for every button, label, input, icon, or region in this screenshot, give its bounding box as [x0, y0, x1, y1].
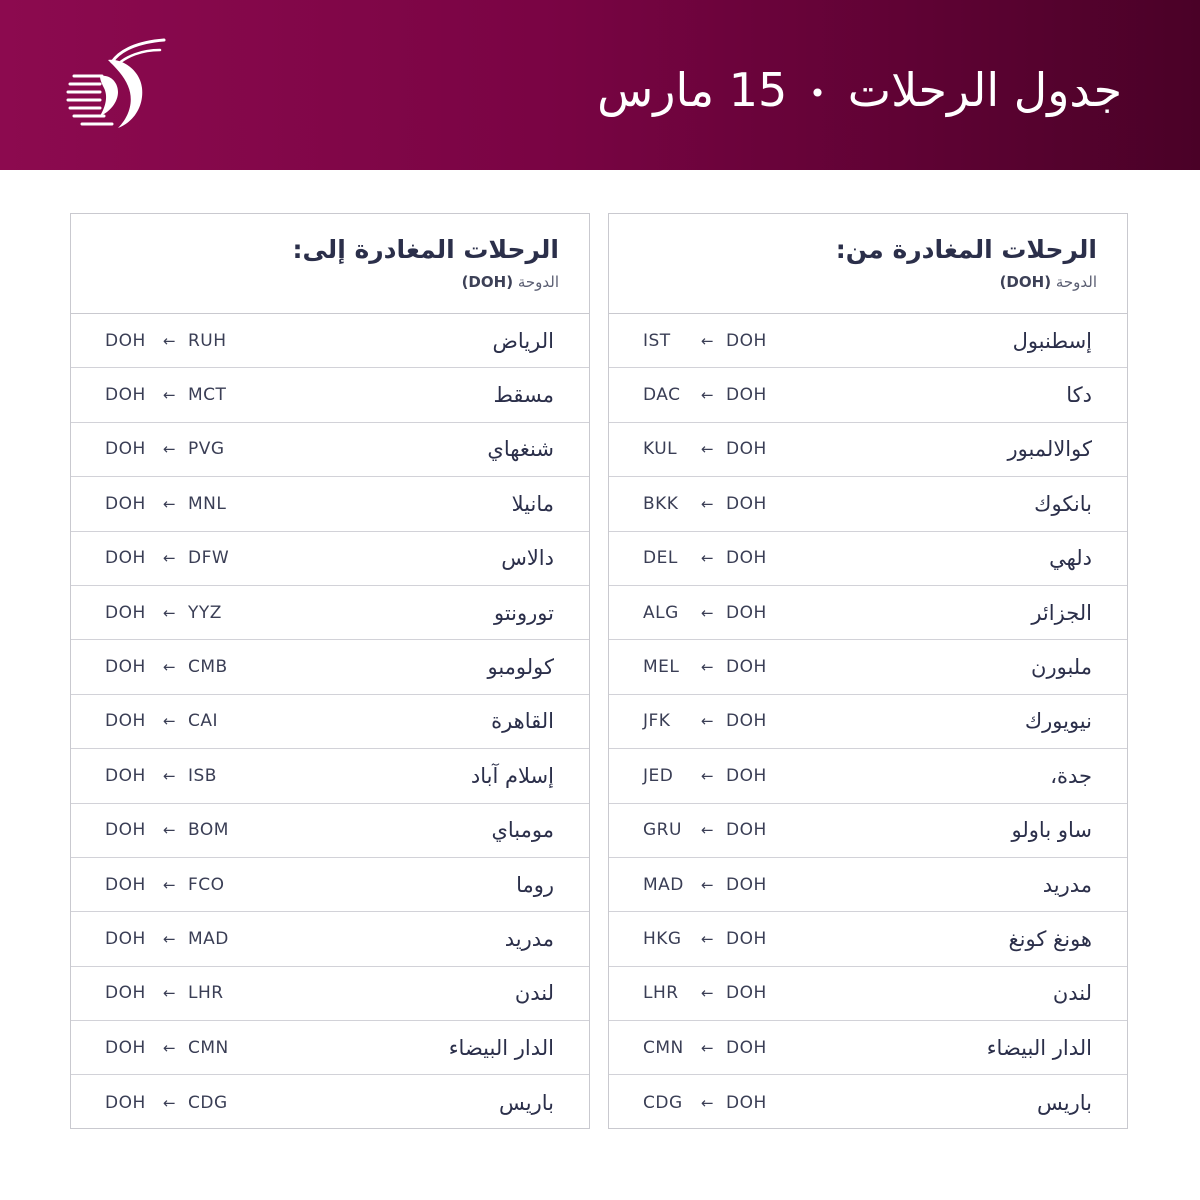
- title-main: جدول الرحلات: [847, 63, 1122, 117]
- city-name: باريس: [1036, 1090, 1092, 1115]
- destination-code: KUL: [643, 439, 678, 460]
- arrow-left-icon: ←: [701, 712, 715, 731]
- city-name: مانيلا: [511, 491, 554, 516]
- destination-code: IST: [643, 330, 671, 351]
- origin-code: DOH: [726, 820, 767, 841]
- header-banner: [0, 0, 1200, 170]
- arrow-left-icon: ←: [163, 658, 177, 677]
- arrow-left-icon: ←: [163, 766, 177, 785]
- flight-row: [609, 640, 1127, 694]
- arrow-left-icon: ←: [701, 766, 715, 785]
- destination-code: DOH: [105, 928, 146, 949]
- flight-row: [71, 1075, 589, 1129]
- title-date: 15 مارس: [597, 63, 788, 117]
- flight-row: [609, 477, 1127, 531]
- arrow-left-icon: ←: [163, 549, 177, 568]
- city-name: لندن: [514, 981, 554, 1006]
- destination-code: DOH: [105, 1037, 146, 1058]
- panel-subtitle: [101, 272, 559, 292]
- flight-row: [71, 423, 589, 477]
- destination-code: DEL: [643, 548, 678, 569]
- destination-code: DOH: [105, 493, 146, 514]
- flight-row: [609, 368, 1127, 422]
- origin-code: MAD: [188, 928, 229, 949]
- origin-code: DOH: [726, 330, 767, 351]
- arrow-left-icon: ←: [701, 1093, 715, 1112]
- destination-code: DOH: [105, 765, 146, 786]
- arrow-left-icon: ←: [163, 929, 177, 948]
- destination-code: MAD: [643, 874, 684, 895]
- arriving-flights-panel: [70, 213, 590, 1129]
- flight-row: [71, 532, 589, 586]
- panel-subtitle: [639, 272, 1097, 292]
- arrow-left-icon: ←: [163, 1093, 177, 1112]
- panel-title: الرحلات المغادرة من:: [835, 235, 1097, 264]
- city-name: هونغ كونغ: [1008, 926, 1092, 951]
- origin-code: DOH: [726, 439, 767, 460]
- city-name: مومباي: [491, 818, 554, 843]
- origin-code: YYZ: [188, 602, 222, 623]
- arrow-left-icon: ←: [701, 821, 715, 840]
- panel-header: [71, 214, 589, 314]
- city-name: باريس: [498, 1090, 554, 1115]
- subtitle-code: (DOH): [461, 273, 514, 291]
- city-name: مدريد: [504, 926, 554, 951]
- city-name: دالاس: [501, 546, 554, 571]
- arrow-left-icon: ←: [163, 821, 177, 840]
- origin-code: DOH: [726, 928, 767, 949]
- origin-code: DOH: [726, 385, 767, 406]
- city-name: الجزائر: [1031, 600, 1092, 625]
- arrow-left-icon: ←: [701, 603, 715, 622]
- origin-code: CMB: [188, 657, 228, 678]
- destination-code: DOH: [105, 439, 146, 460]
- arrow-left-icon: ←: [701, 984, 715, 1003]
- flight-row: [71, 586, 589, 640]
- origin-code: CAI: [188, 711, 219, 732]
- arrow-left-icon: ←: [701, 929, 715, 948]
- arrow-left-icon: ←: [163, 712, 177, 731]
- arrow-left-icon: ←: [701, 331, 715, 350]
- flight-row: [71, 749, 589, 803]
- destination-code: DOH: [105, 711, 146, 732]
- flight-row: [71, 804, 589, 858]
- city-name: دلهي: [1049, 546, 1092, 571]
- city-name: ساو باولو: [1011, 818, 1092, 843]
- departing-flights-panel: [608, 213, 1128, 1129]
- origin-code: DOH: [726, 493, 767, 514]
- flight-row: [71, 912, 589, 966]
- arrow-left-icon: ←: [701, 658, 715, 677]
- origin-code: DOH: [726, 765, 767, 786]
- origin-code: DOH: [726, 874, 767, 895]
- city-name: ملبورن: [1031, 655, 1092, 680]
- flight-row: [609, 532, 1127, 586]
- origin-code: CDG: [188, 1092, 228, 1113]
- destination-code: DOH: [105, 874, 146, 895]
- destination-code: DOH: [105, 602, 146, 623]
- origin-code: DOH: [726, 983, 767, 1004]
- arrow-left-icon: ←: [701, 494, 715, 513]
- origin-code: DOH: [726, 548, 767, 569]
- destination-code: JFK: [643, 711, 671, 732]
- origin-code: DOH: [726, 1037, 767, 1058]
- flight-row: [71, 640, 589, 694]
- origin-code: DOH: [726, 711, 767, 732]
- origin-code: DOH: [726, 1092, 767, 1113]
- panel-header: [609, 214, 1127, 314]
- flight-row: [609, 1075, 1127, 1129]
- origin-code: CMN: [188, 1037, 229, 1058]
- subtitle-city: الدوحة: [517, 273, 559, 291]
- arrow-left-icon: ←: [163, 875, 177, 894]
- flight-row: [71, 477, 589, 531]
- oryx-logo-icon: [60, 36, 170, 136]
- arrow-left-icon: ←: [163, 984, 177, 1003]
- destination-code: DOH: [105, 1092, 146, 1113]
- page-title: [597, 62, 1122, 122]
- flight-row: [609, 967, 1127, 1021]
- city-name: إسلام آباد: [470, 763, 554, 788]
- city-name: إسطنبول: [1012, 328, 1092, 353]
- flight-row: [71, 858, 589, 912]
- destination-code: DOH: [105, 657, 146, 678]
- arrow-left-icon: ←: [701, 386, 715, 405]
- arrow-left-icon: ←: [163, 603, 177, 622]
- destination-code: DOH: [105, 820, 146, 841]
- flight-row: [609, 695, 1127, 749]
- city-name: الدار البيضاء: [986, 1035, 1092, 1060]
- destination-code: DAC: [643, 385, 681, 406]
- city-name: لندن: [1052, 981, 1092, 1006]
- destination-code: HKG: [643, 928, 682, 949]
- city-name: شنغهاي: [487, 437, 554, 462]
- destination-code: DOH: [105, 330, 146, 351]
- arrow-left-icon: ←: [163, 494, 177, 513]
- flight-row: [71, 368, 589, 422]
- flight-row: [71, 967, 589, 1021]
- subtitle-city: الدوحة: [1055, 273, 1097, 291]
- destination-code: LHR: [643, 983, 679, 1004]
- flight-row: [71, 314, 589, 368]
- city-name: جدة،: [1050, 763, 1092, 788]
- flight-row: [609, 586, 1127, 640]
- city-name: مدريد: [1042, 872, 1092, 897]
- origin-code: DOH: [726, 602, 767, 623]
- destination-code: JED: [643, 765, 674, 786]
- arrow-left-icon: ←: [163, 1038, 177, 1057]
- origin-code: BOM: [188, 820, 229, 841]
- flight-row: [609, 1021, 1127, 1075]
- title-separator: •: [809, 76, 826, 110]
- destination-code: GRU: [643, 820, 682, 841]
- origin-code: DFW: [188, 548, 230, 569]
- flight-row: [609, 804, 1127, 858]
- flight-row: [609, 314, 1127, 368]
- flight-row: [71, 1021, 589, 1075]
- subtitle-code: (DOH): [999, 273, 1052, 291]
- city-name: مسقط: [493, 383, 554, 408]
- flight-row: [71, 695, 589, 749]
- arrow-left-icon: ←: [701, 440, 715, 459]
- origin-code: LHR: [188, 983, 224, 1004]
- city-name: روما: [516, 872, 554, 897]
- destination-code: DOH: [105, 548, 146, 569]
- flight-list: [71, 314, 589, 1130]
- city-name: الرياض: [492, 328, 554, 353]
- destination-code: CMN: [643, 1037, 684, 1058]
- arrow-left-icon: ←: [163, 440, 177, 459]
- city-name: الدار البيضاء: [448, 1035, 554, 1060]
- flight-row: [609, 423, 1127, 477]
- city-name: نيويورك: [1024, 709, 1092, 734]
- flight-list: [609, 314, 1127, 1130]
- city-name: كوالالمبور: [1007, 437, 1092, 462]
- destination-code: MEL: [643, 657, 680, 678]
- panel-title: الرحلات المغادرة إلى:: [292, 235, 559, 264]
- origin-code: FCO: [188, 874, 225, 895]
- origin-code: RUH: [188, 330, 227, 351]
- flight-row: [609, 858, 1127, 912]
- origin-code: DOH: [726, 657, 767, 678]
- arrow-left-icon: ←: [163, 331, 177, 350]
- flight-row: [609, 749, 1127, 803]
- arrow-left-icon: ←: [701, 1038, 715, 1057]
- city-name: بانكوك: [1034, 491, 1092, 516]
- origin-code: MNL: [188, 493, 227, 514]
- arrow-left-icon: ←: [701, 549, 715, 568]
- city-name: دكا: [1066, 383, 1092, 408]
- destination-code: CDG: [643, 1092, 683, 1113]
- origin-code: PVG: [188, 439, 225, 460]
- destination-code: ALG: [643, 602, 679, 623]
- flight-row: [609, 912, 1127, 966]
- arrow-left-icon: ←: [163, 386, 177, 405]
- destination-code: BKK: [643, 493, 679, 514]
- city-name: تورونتو: [493, 600, 554, 625]
- destination-code: DOH: [105, 983, 146, 1004]
- arrow-left-icon: ←: [701, 875, 715, 894]
- city-name: كولومبو: [487, 655, 554, 680]
- origin-code: ISB: [188, 765, 217, 786]
- origin-code: MCT: [188, 385, 227, 406]
- destination-code: DOH: [105, 385, 146, 406]
- city-name: القاهرة: [491, 709, 554, 734]
